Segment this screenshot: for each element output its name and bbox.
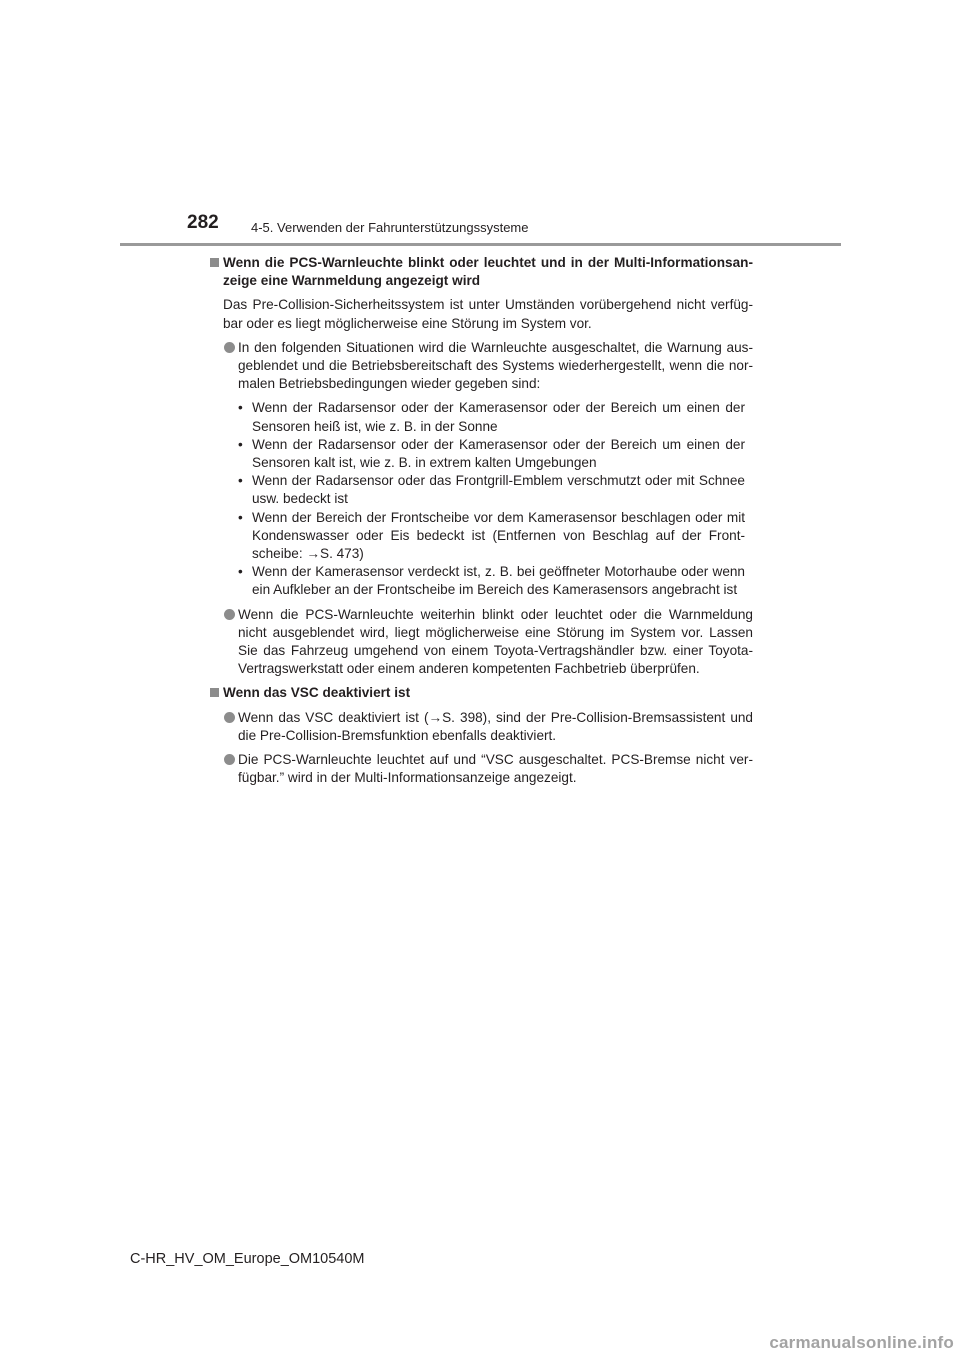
dot-marker-icon: • bbox=[238, 564, 243, 580]
circle-bullet-icon bbox=[224, 342, 235, 353]
sub-list-item-text: Wenn der Radarsensor oder das Frontgrill-Emblem verschmutzt oder mit Schnee usw. bedeckt ist bbox=[252, 473, 745, 507]
bullet-item bbox=[208, 606, 753, 679]
section-intro: Das Pre-Collision-Sicherheitssystem ist unter Umständen vorübergehend nicht verfüg- bar oder es liegt möglicherweise eine Störung im System vor. bbox=[223, 297, 753, 331]
section-heading-text: Wenn die PCS-Warnleuchte blinkt oder leuchtet und in der Multi-Informationsan- zeige eine Warnmeldung angezeigt wird bbox=[223, 255, 753, 289]
dot-marker-icon: • bbox=[238, 473, 243, 489]
sub-list-item bbox=[238, 563, 753, 599]
circle-bullet-icon bbox=[224, 754, 235, 765]
header-rule bbox=[120, 243, 841, 246]
document-id: C-HR_HV_OM_Europe_OM10540M bbox=[130, 1251, 365, 1267]
chapter-title: 4-5. Verwenden der Fahrunterstützungssysteme bbox=[251, 220, 529, 235]
circle-bullet-icon bbox=[224, 712, 235, 723]
sub-list-item-text: Wenn der Radarsensor oder der Kamerasensor oder der Bereich um einen der Sensoren kalt ist, wie z. B. in extrem kalten Umgebungen bbox=[252, 436, 745, 471]
page-number: 282 bbox=[187, 212, 219, 233]
bullet-text: Die PCS-Warnleuchte leuchtet auf und “VSC ausgeschaltet. PCS-Bremse nicht ver- fügbar.” wird in der Multi-Informationsanzeige angezeigt. bbox=[238, 752, 753, 786]
bullet-text: In den folgenden Situationen wird die Warnleuchte ausgeschaltet, die Warnung aus- geblendet und die Betriebsbereitschaft des Systems wiederhergestellt, wenn die nor- malen Betriebsbedingungen wieder gegeben sind: bbox=[238, 339, 753, 392]
circle-bullet-icon bbox=[224, 609, 235, 620]
section-heading-text: Wenn das VSC deaktiviert ist bbox=[223, 685, 411, 701]
dot-marker-icon: • bbox=[238, 436, 243, 452]
sub-list-item-text: Wenn der Radarsensor oder der Kamerasensor oder der Bereich um einen der Sensoren heiß ist, wie z. B. in der Sonne bbox=[252, 400, 745, 434]
bullet-text: Wenn die PCS-Warnleuchte weiterhin blinkt oder leuchtet oder die Warnmeldung nicht ausgeblendet wird, liegt möglicherweise eine Störung im System vor. Lassen Sie das Fahrzeug umgehend von einem Toyota-Vertragshändler bzw. einer Toyota- Vertragswerkstatt oder einem anderen kompetenten Fachbetrieb überprüfen. bbox=[238, 606, 753, 677]
bullet-item bbox=[208, 709, 753, 745]
sub-list-item-text: Wenn der Bereich der Frontscheibe vor dem Kamerasensor beschlagen oder mit Kondenswasser oder Eis bedeckt ist (Entfernen von Beschlag auf der Front- scheibe: →S. 473) bbox=[252, 509, 745, 562]
dot-marker-icon: • bbox=[238, 509, 243, 525]
sub-list-item-text: Wenn der Kamerasensor verdeckt ist, z. B. bei geöffneter Motorhaube oder wenn ein Aufkleber an der Frontscheibe im Bereich des Kamerasensors angebracht ist bbox=[252, 564, 745, 598]
section-heading bbox=[208, 684, 753, 702]
bullet-item bbox=[208, 339, 753, 394]
bullet-item bbox=[208, 751, 753, 787]
sub-list-item bbox=[238, 472, 753, 508]
page-content bbox=[208, 254, 753, 793]
square-bullet-icon bbox=[210, 258, 219, 267]
dot-marker-icon: • bbox=[238, 400, 243, 416]
sub-list-item bbox=[238, 399, 753, 435]
sub-list-item bbox=[238, 436, 753, 472]
watermark-logo: carmanualsonline.info bbox=[769, 1333, 954, 1352]
square-bullet-icon bbox=[210, 688, 219, 697]
sub-list bbox=[208, 399, 753, 599]
section-heading bbox=[208, 254, 753, 290]
sub-list-item bbox=[238, 509, 753, 564]
bullet-text: Wenn das VSC deaktiviert ist (→S. 398), sind der Pre-Collision-Bremsassistent und die Pre-Collision-Bremsfunktion ebenfalls deaktiviert. bbox=[238, 709, 753, 743]
